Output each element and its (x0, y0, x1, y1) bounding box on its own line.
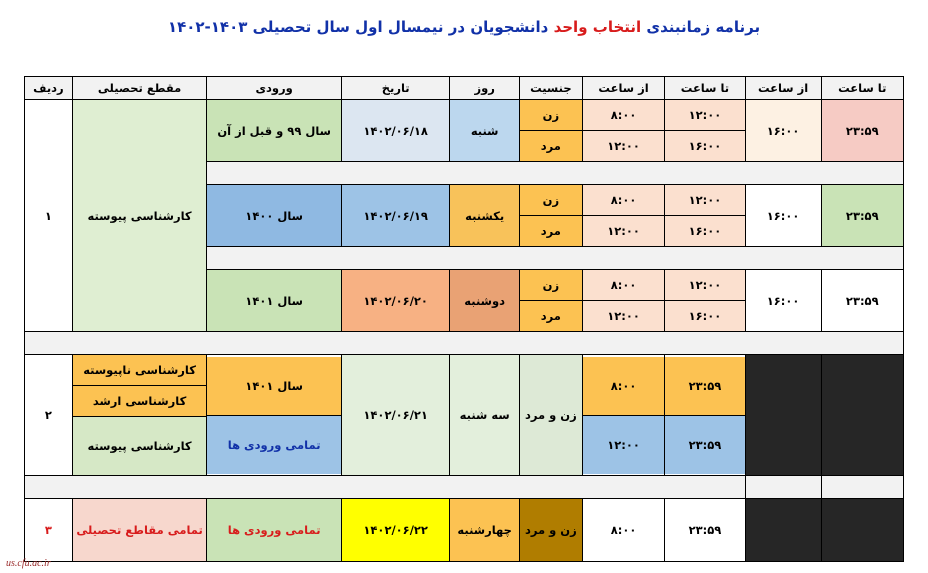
day-g1b1: شنبه (450, 100, 519, 162)
from-time-1-g1b3-l2: ۱۲:۰۰ (583, 301, 664, 332)
level-g2-2: کارشناسی ارشد (73, 386, 207, 417)
gender-g1b1-l1: زن (520, 100, 582, 131)
entry-g1b1: سال ۹۹ و قبل از آن (207, 100, 342, 162)
level-group-g2 (72, 355, 207, 476)
group-spacer-4 (25, 476, 904, 499)
from-time-1-group-g2 (582, 355, 664, 476)
day-g1b2: یکشنبه (450, 185, 519, 247)
to-time-1-g1b1-l2: ۱۶:۰۰ (665, 131, 744, 162)
to-time-1-g1b3-l1: ۱۲:۰۰ (665, 270, 744, 301)
schedule-table (24, 76, 904, 562)
from-time-1-g3: ۸:۰۰ (582, 499, 664, 562)
to-time-1-g1b1-l1: ۱۲:۰۰ (665, 100, 744, 131)
header-gender: جنسیت (519, 77, 582, 100)
gender-g1b3-l2: مرد (520, 301, 582, 332)
table-row (25, 499, 904, 562)
page-title (0, 0, 928, 44)
from-time-1-g1b1-l2: ۱۲:۰۰ (583, 131, 664, 162)
gender-g1b2-l2: مرد (520, 216, 582, 247)
entry-g2-2: تمامی ورودی ها (207, 415, 341, 474)
entry-g1b2: سال ۱۴۰۰ (207, 185, 342, 247)
gender-group-g1b2 (519, 185, 582, 247)
from-time-1-group-g1b2 (582, 185, 664, 247)
from-time-2-g1b3: ۱۶:۰۰ (745, 270, 821, 332)
to-time-1-g1b3-l2: ۱۶:۰۰ (665, 301, 744, 332)
date-g1b2: ۱۴۰۲/۰۶/۱۹ (341, 185, 450, 247)
header-date: تاریخ (341, 77, 450, 100)
to-time-1-g2-l1: ۲۳:۵۹ (665, 357, 744, 416)
table-row (25, 100, 904, 162)
gender-group-g1b3 (519, 270, 582, 332)
spacer-cell-1 (207, 162, 904, 185)
from-time-1-g1b2-l1: ۸:۰۰ (583, 185, 664, 216)
group-spacer-3 (25, 332, 904, 355)
row-number-g2: ۲ (25, 355, 73, 476)
entry-group-g2 (207, 355, 342, 476)
spacer-cell-3 (25, 332, 904, 355)
header-row-number: ردیف (25, 77, 73, 100)
to-time-1-group-g2 (665, 355, 745, 476)
date-g1b1: ۱۴۰۲/۰۶/۱۸ (341, 100, 450, 162)
gender-g1b3-l1: زن (520, 270, 582, 301)
entry-g3: تمامی ورودی ها (207, 499, 342, 562)
from-time-2-g1b2: ۱۶:۰۰ (745, 185, 821, 247)
from-time-1-group-g1b3 (582, 270, 664, 332)
day-g2: سه شنبه (450, 355, 519, 476)
header-level: مقطع تحصیلی (72, 77, 207, 100)
header-to-time-2: تا ساعت (821, 77, 903, 100)
to-time-2-g1b2: ۲۳:۵۹ (821, 185, 903, 247)
from-time-1-g2-l2: ۱۲:۰۰ (583, 415, 664, 474)
spacer-cell-4b (745, 476, 821, 499)
to-time-2-g3 (821, 499, 903, 562)
header-to-time-1: تا ساعت (665, 77, 745, 100)
to-time-1-group-g1b3 (665, 270, 745, 332)
to-time-2-g2 (821, 355, 903, 476)
title-part-1: برنامه زمانبندی (646, 18, 761, 36)
row-number-g3: ۳ (25, 499, 73, 562)
date-g3: ۱۴۰۲/۰۶/۲۲ (341, 499, 450, 562)
from-time-2-g3 (745, 499, 821, 562)
header-from-time-1: از ساعت (582, 77, 664, 100)
spacer-cell-2 (207, 247, 904, 270)
from-time-1-g1b1-l1: ۸:۰۰ (583, 100, 664, 131)
from-time-2-g1b1: ۱۶:۰۰ (745, 100, 821, 162)
to-time-2-g1b1: ۲۳:۵۹ (821, 100, 903, 162)
table-header-row (25, 77, 904, 100)
entry-g2-1: سال ۱۴۰۱ (207, 357, 341, 416)
from-time-1-g2-l1: ۸:۰۰ (583, 357, 664, 416)
from-time-2-g2 (745, 355, 821, 476)
day-g1b3: دوشنبه (450, 270, 519, 332)
gender-g2: زن و مرد (519, 355, 582, 476)
to-time-1-group-g1b1 (665, 100, 745, 162)
title-part-3: دانشجویان در نیمسال اول سال تحصیلی ۱۴۰۳-۱۴۰۲ (167, 18, 549, 36)
to-time-1-g1b2-l2: ۱۶:۰۰ (665, 216, 744, 247)
to-time-1-g3: ۲۳:۵۹ (665, 499, 745, 562)
level-g1: کارشناسی پیوسته (72, 100, 207, 332)
header-from-time-2: از ساعت (745, 77, 821, 100)
day-g3: چهارشنبه (450, 499, 519, 562)
level-g3: تمامی مقاطع تحصیلی (72, 499, 207, 562)
gender-g1b2-l1: زن (520, 185, 582, 216)
spacer-cell-4a (821, 476, 903, 499)
gender-group-g1b1 (519, 100, 582, 162)
from-time-1-g1b3-l1: ۸:۰۰ (583, 270, 664, 301)
header-day: روز (450, 77, 519, 100)
to-time-2-g1b3: ۲۳:۵۹ (821, 270, 903, 332)
date-g1b3: ۱۴۰۲/۰۶/۲۰ (341, 270, 450, 332)
level-g2-3: کارشناسی پیوسته (73, 417, 207, 476)
to-time-1-g1b2-l1: ۱۲:۰۰ (665, 185, 744, 216)
spacer-cell-4c (25, 476, 746, 499)
header-entry: ورودی (207, 77, 342, 100)
row-number-g1: ۱ (25, 100, 73, 332)
to-time-1-g2-l2: ۲۳:۵۹ (665, 415, 744, 474)
entry-g1b3: سال ۱۴۰۱ (207, 270, 342, 332)
gender-g1b1-l2: مرد (520, 131, 582, 162)
from-time-1-g1b2-l2: ۱۲:۰۰ (583, 216, 664, 247)
date-g2: ۱۴۰۲/۰۶/۲۱ (341, 355, 450, 476)
schedule-table-wrapper (24, 76, 904, 562)
table-row (25, 355, 904, 476)
level-g2-1: کارشناسی ناپیوسته (73, 355, 207, 386)
title-part-2: انتخاب واحد (553, 18, 642, 36)
to-time-1-group-g1b2 (665, 185, 745, 247)
from-time-1-group-g1b1 (582, 100, 664, 162)
site-watermark: us.cfu.ac.ir (6, 558, 51, 569)
gender-g3: زن و مرد (519, 499, 582, 562)
